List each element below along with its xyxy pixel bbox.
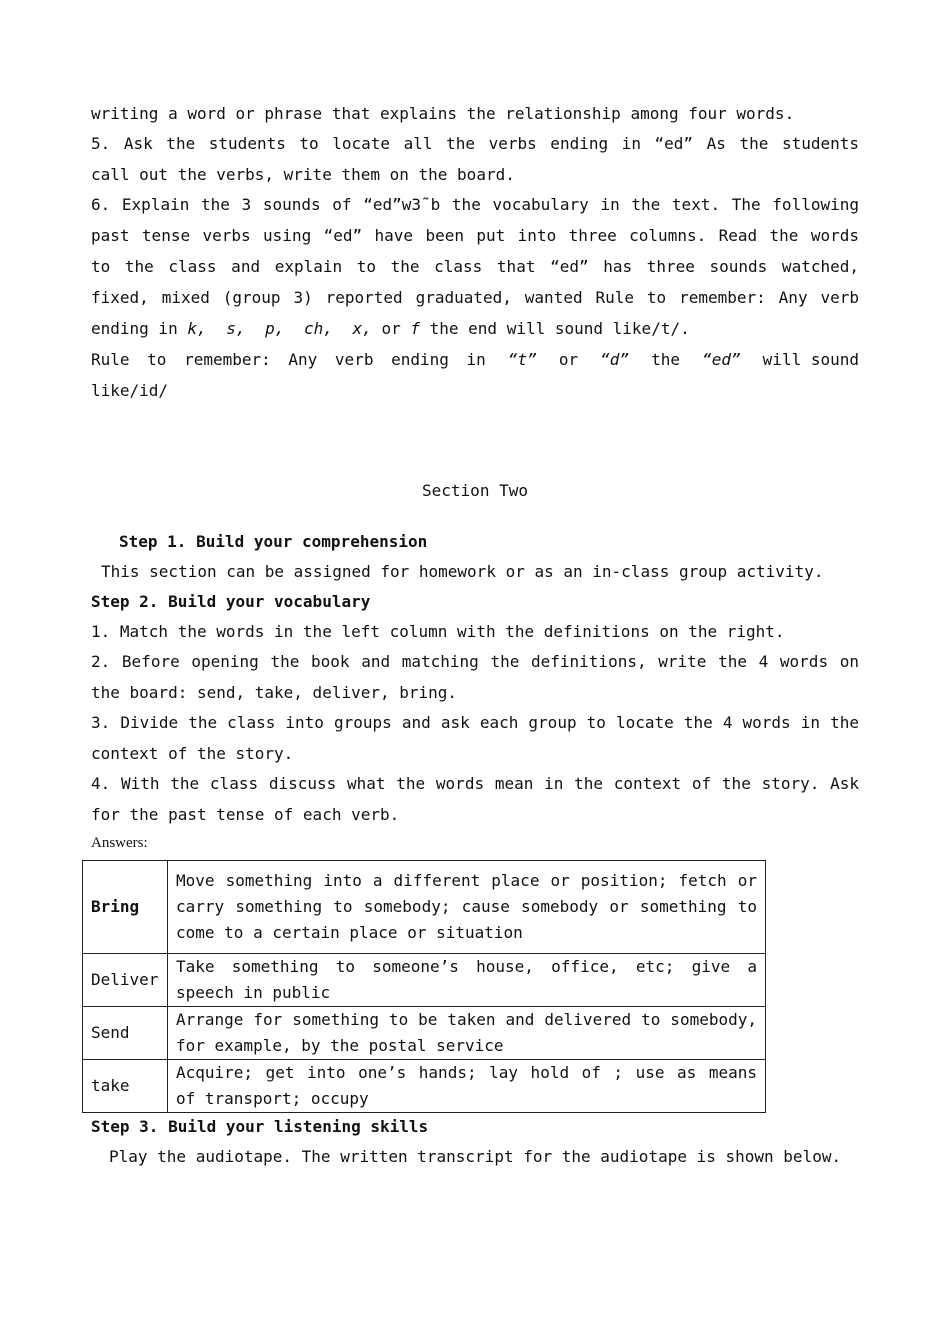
- step3-text: Play the audiotape. The written transcript for the audiotape is shown below.: [109, 1147, 842, 1166]
- item-6: [91, 189, 859, 344]
- answers-table: [82, 860, 766, 1113]
- text-line: context of the story.: [91, 744, 294, 763]
- step2-item-1: [91, 616, 859, 647]
- text-line: Arrange for something to be taken and delivered to somebody,: [176, 1010, 757, 1029]
- step2-item-4: [91, 768, 859, 830]
- step1-heading: Step 1. Build your comprehension: [119, 532, 428, 551]
- text-line: 1. Match the words in the left column with the definitions on the right.: [91, 622, 785, 641]
- definition-cell: [168, 1007, 766, 1060]
- table-row: [83, 1060, 766, 1113]
- italic-quote: “ed”: [702, 350, 741, 369]
- text-segment: or: [371, 319, 411, 338]
- text-line: 4. With the class discuss what the words mean in the context of the story. Ask: [91, 774, 859, 793]
- table-row: [83, 861, 766, 954]
- answers-label: Answers:: [91, 835, 148, 851]
- table-row: [83, 954, 766, 1007]
- item-5: [91, 128, 859, 190]
- step2-heading: Step 2. Build your vocabulary: [91, 592, 371, 611]
- italic-letter: f: [410, 319, 420, 338]
- definition-cell: [168, 954, 766, 1007]
- text-line: [91, 313, 859, 344]
- section-title: Section Two: [422, 481, 528, 500]
- text-segment: or: [558, 350, 579, 369]
- text-line: for example, by the postal service: [176, 1036, 504, 1055]
- text-line: 2. Before opening the book and matching the definitions, write the 4 words on: [91, 652, 859, 671]
- text-line: Take something to someone’s house, office, etc; give a: [176, 957, 757, 976]
- text-line: speech in public: [176, 983, 331, 1002]
- text-line: 6. Explain the 3 sounds of “ed”w3˜b the vocabulary in the text. The following: [91, 195, 859, 214]
- word-cell: Send: [83, 1007, 168, 1060]
- text-line: to the class and explain to the class that “ed” has three sounds watched,: [91, 257, 859, 276]
- text-line: fixed, mixed (group 3) reported graduated, wanted Rule to remember: Any verb: [91, 288, 859, 307]
- text-line: Move something into a different place or position; fetch or: [176, 871, 757, 890]
- word-cell: Deliver: [83, 954, 168, 1007]
- step1-text: This section can be assigned for homework or as an in-class group activity.: [101, 562, 824, 581]
- word-cell: Bring: [83, 861, 168, 954]
- text-line: carry something to somebody; cause somebody or something to: [176, 897, 757, 916]
- step2-item-3: [91, 707, 859, 769]
- intro-line: [91, 98, 859, 129]
- word-cell: take: [83, 1060, 168, 1113]
- text-segment: will sound: [762, 350, 859, 369]
- text-line: Acquire; get into one’s hands; lay hold of ; use as means: [176, 1063, 757, 1082]
- step2-item-2: [91, 646, 859, 708]
- text-line: for the past tense of each verb.: [91, 805, 400, 824]
- text-segment: ending in: [91, 319, 188, 338]
- table-row: [83, 1007, 766, 1060]
- text-segment: the: [651, 350, 681, 369]
- text-line: come to a certain place or situation: [176, 923, 523, 942]
- text-line: writing a word or phrase that explains the relationship among four words.: [91, 104, 795, 123]
- text-line: call out the verbs, write them on the board.: [91, 165, 515, 184]
- text-line: 3. Divide the class into groups and ask each group to locate the 4 words in the: [91, 713, 859, 732]
- text-line: 5. Ask the students to locate all the verbs ending in “ed” As the students: [91, 134, 859, 153]
- text-line: the board: send, take, deliver, bring.: [91, 683, 458, 702]
- step3-heading: Step 3. Build your listening skills: [91, 1117, 429, 1136]
- text-segment: the end will sound like/t/.: [420, 319, 690, 338]
- text-segment: Rule to remember: Any verb ending in: [91, 350, 486, 369]
- definition-cell: [168, 1060, 766, 1113]
- rule-paragraph: [91, 344, 859, 406]
- text-line: past tense verbs using “ed” have been put into three columns. Read the words: [91, 226, 859, 245]
- italic-letters: k, s, p, ch, x,: [187, 319, 372, 338]
- text-line: of transport; occupy: [176, 1089, 369, 1108]
- italic-quote: “t”: [507, 350, 537, 369]
- italic-quote: “d”: [600, 350, 630, 369]
- text-line: [91, 344, 859, 375]
- text-line: like/id/: [91, 381, 169, 400]
- definition-cell: [168, 861, 766, 954]
